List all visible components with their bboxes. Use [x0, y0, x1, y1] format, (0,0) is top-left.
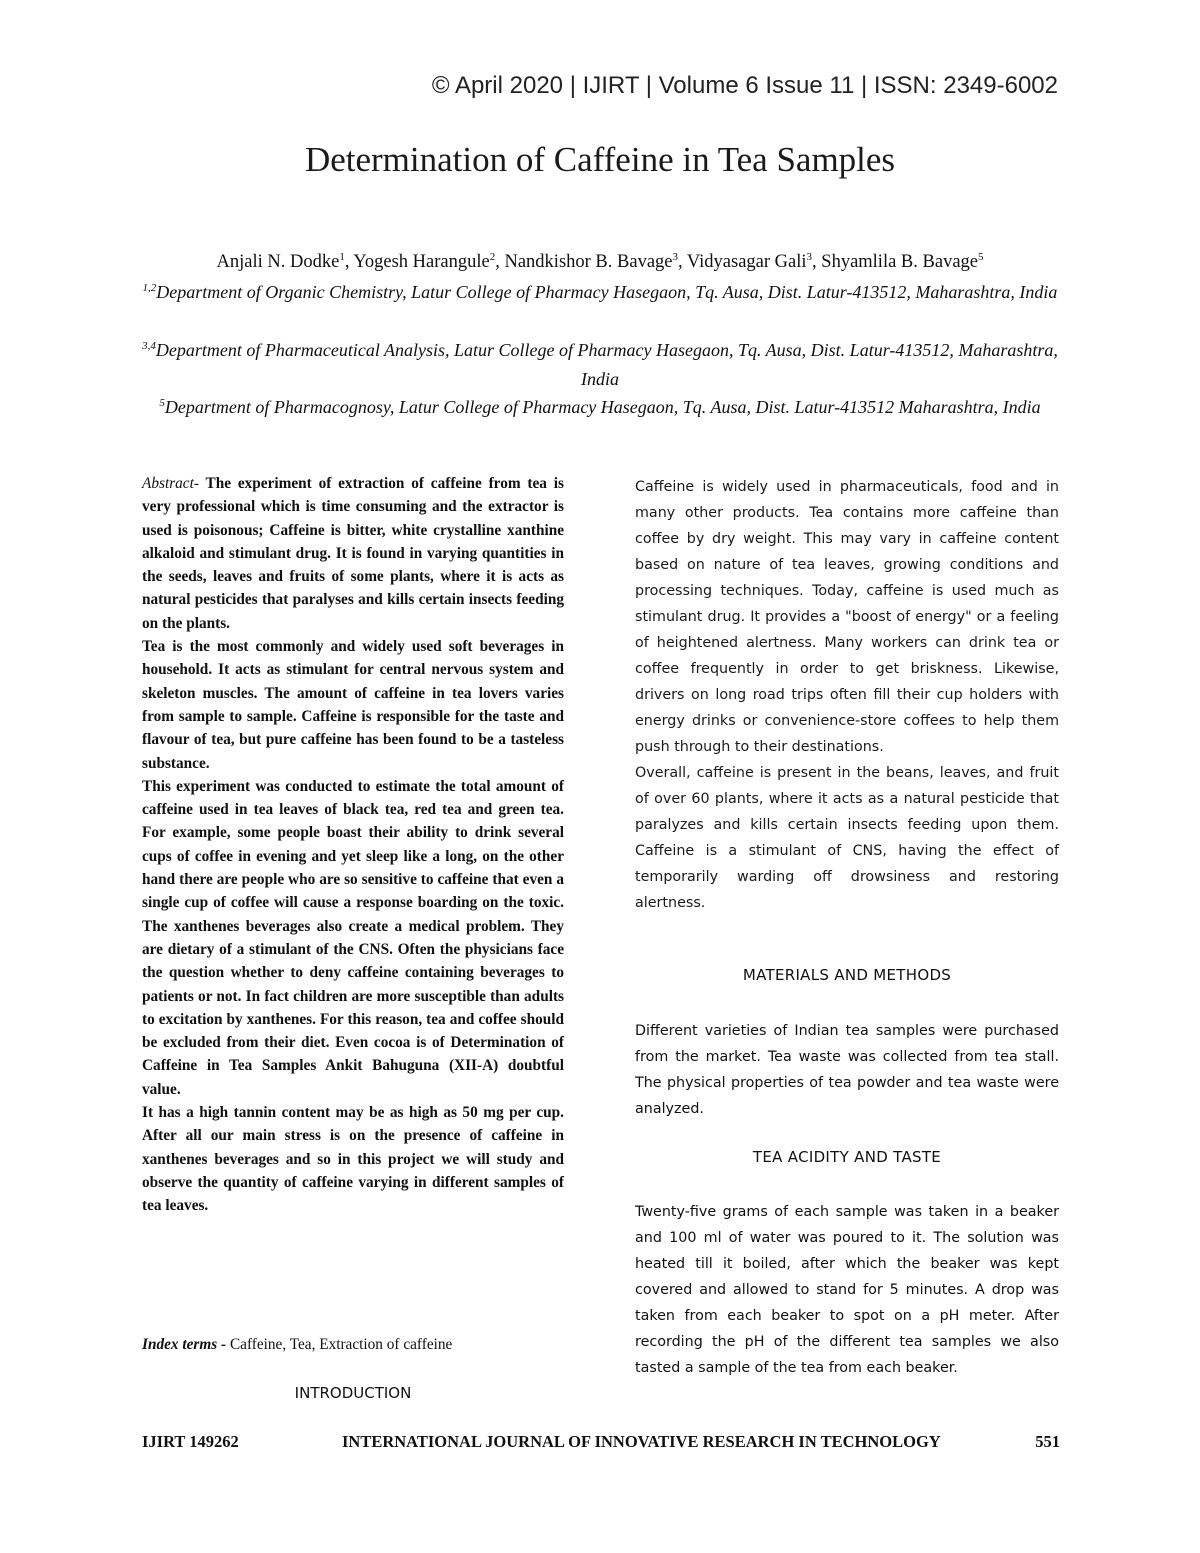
materials-heading: MATERIALS AND METHODS [742, 966, 952, 984]
author-sup: 1 [339, 250, 345, 263]
footer-page-number: 551 [1035, 1432, 1060, 1451]
affiliation-sup: 3,4 [142, 340, 156, 352]
abstract-paragraph: This experiment was conducted to estimate the total amount of caffeine used in tea leaves of black tea, red tea and green tea. For example, some people boast their ability to drink several cups of coffee in evening and yet sleep like a long, on the other hand there are people who are so sensitive to caffeine that even a single cup of coffee will cause a response boarding on the toxic. The xanthenes beverages also create a medical problem. They are dietary of a stimulant of the CNS. Often the physicians face the question whether to deny caffeine containing beverages to patients or not. In fact children are more susceptible than adults to excitation by xanthenes. For this reason, tea and coffee should be excluded from their diet. Even cocoa is of Determination of Caffeine in Tea Samples Ankit Bahuguna (XII-A) doubtful value. [142, 777, 564, 1098]
author-sup: 2 [489, 250, 496, 263]
abstract-paragraph: It has a high tannin content may be as high as 50 mg per cup. After all our main stress is on the presence of caffeine in xanthenes beverages and so in this project we will study and observe the quantity of caffeine varying in different samples of tea leaves. [142, 1104, 564, 1215]
author-name: Anjali N. Dodke [216, 252, 340, 272]
abstract-label: Abstract- [142, 475, 199, 492]
introduction-paragraph: Caffeine is widely used in pharmaceuticals, food and in many other products. Tea contains more caffeine than coffee by dry weight. This may vary in caffeine content based on nature of tea leaves, growing conditions and processing techniques. Today, caffeine is used much as stimulant drug. It provides a "boost of energy" or a feeling of heightened alertness. Many workers can drink tea or coffee frequently in order to get briskness. Likewise, drivers on long road trips often fill their cup holders with energy drinks or convenience-store coffees to help them push through to their destinations. [635, 479, 1059, 755]
author-sup: 3 [806, 250, 813, 263]
affiliation [140, 393, 1060, 422]
author-sup: 5 [978, 250, 984, 263]
affiliation [140, 278, 1060, 307]
affiliation [140, 336, 1060, 393]
materials-paragraph: Different varieties of Indian tea samples were purchased from the market. Tea waste was collected from tea stall. The physical properties of tea powder and tea waste were analyzed. [635, 1023, 1059, 1117]
index-terms [142, 1336, 564, 1354]
abstract-text: The experiment of extraction of caffeine from tea is very professional which is time consuming and the extractor is used is poisonous; Caffeine is bitter, white crystalline xanthine alkaloid and stimulant drug. It is found in varying quantities in the seeds, leaves and fruits of some plants, where it is acts as natural pesticides that paralyses and kills certain insects feeding on the plants. [142, 475, 564, 632]
affiliation-text: Department of Pharmaceutical Analysis, Latur College of Pharmacy Hasegaon, Tq. Ausa, Dist. Latur-413512, Maharashtra, India [155, 340, 1058, 389]
author-name: Shyamlila B. Bavage [821, 252, 978, 272]
author-name: Vidyasagar Gali [686, 252, 807, 272]
introduction-heading: INTRODUCTION [294, 1384, 412, 1402]
footer-paper-id: IJIRT 149262 [142, 1432, 239, 1451]
author-name: Yogesh Harangule [353, 252, 490, 272]
footer-journal-name: INTERNATIONAL JOURNAL OF INNOVATIVE RESEARCH IN TECHNOLOGY [342, 1432, 941, 1451]
abstract-column [142, 472, 564, 1218]
introduction-body [635, 474, 1059, 916]
introduction-paragraph: Overall, caffeine is present in the beans, leaves, and fruit of over 60 plants, where it acts as a natural pesticide that paralyzes and kills certain insects feeding upon them. Caffeine is a stimulant of CNS, having the effect of temporarily warding off drowsiness and restoring alertness. [635, 765, 1059, 911]
index-terms-text: Caffeine, Tea, Extraction of caffeine [229, 1336, 453, 1353]
affiliation-text: Department of Pharmacognosy, Latur College of Pharmacy Hasegaon, Tq. Ausa, Dist. Latur-413512 Maharashtra, India [164, 397, 1041, 417]
affiliation-text: Department of Organic Chemistry, Latur College of Pharmacy Hasegaon, Tq. Ausa, Dist. Latur-413512, Maharashtra, India [156, 282, 1058, 302]
tea-acidity-paragraph: Twenty-five grams of each sample was taken in a beaker and 100 ml of water was poured to it. The solution was heated till it boiled, after which the beaker was kept covered and allowed to stand for 5 minutes. A drop was taken from each beaker to spot on a pH meter. After recording the pH of the different tea samples we also tasted a sample of the tea from each beaker. [635, 1204, 1059, 1376]
tea-acidity-heading: TEA ACIDITY AND TASTE [752, 1148, 942, 1166]
affiliation-sup: 5 [159, 397, 165, 409]
affiliation-sup: 1,2 [142, 282, 157, 294]
journal-header: © April 2020 | IJIRT | Volume 6 Issue 11 | ISSN: 2349-6002 [431, 72, 1058, 99]
abstract-paragraph [142, 472, 564, 635]
author-list: Anjali N. Dodke$^1$, Yogesh Harangule$^2$, Nandkishor B. Bavage$^3$, Vidyasagar Gali$^3$, Shyamlila B. Bavage$^5$ [216, 250, 984, 272]
abstract-paragraph: Tea is the most commonly and widely used soft beverages in household. It acts as stimulant for central nervous system and skeleton muscles. The amount of caffeine in tea lovers varies from sample to sample. Caffeine is responsible for the taste and flavour of tea, but pure caffeine has been found to be a tasteless substance. [142, 638, 564, 772]
index-terms-label: Index terms - [142, 1336, 227, 1353]
author-name: Nandkishor B. Bavage [504, 252, 673, 272]
paper-title: Determination of Caffeine in Tea Samples [304, 140, 896, 179]
author-sup: 3 [672, 250, 678, 263]
